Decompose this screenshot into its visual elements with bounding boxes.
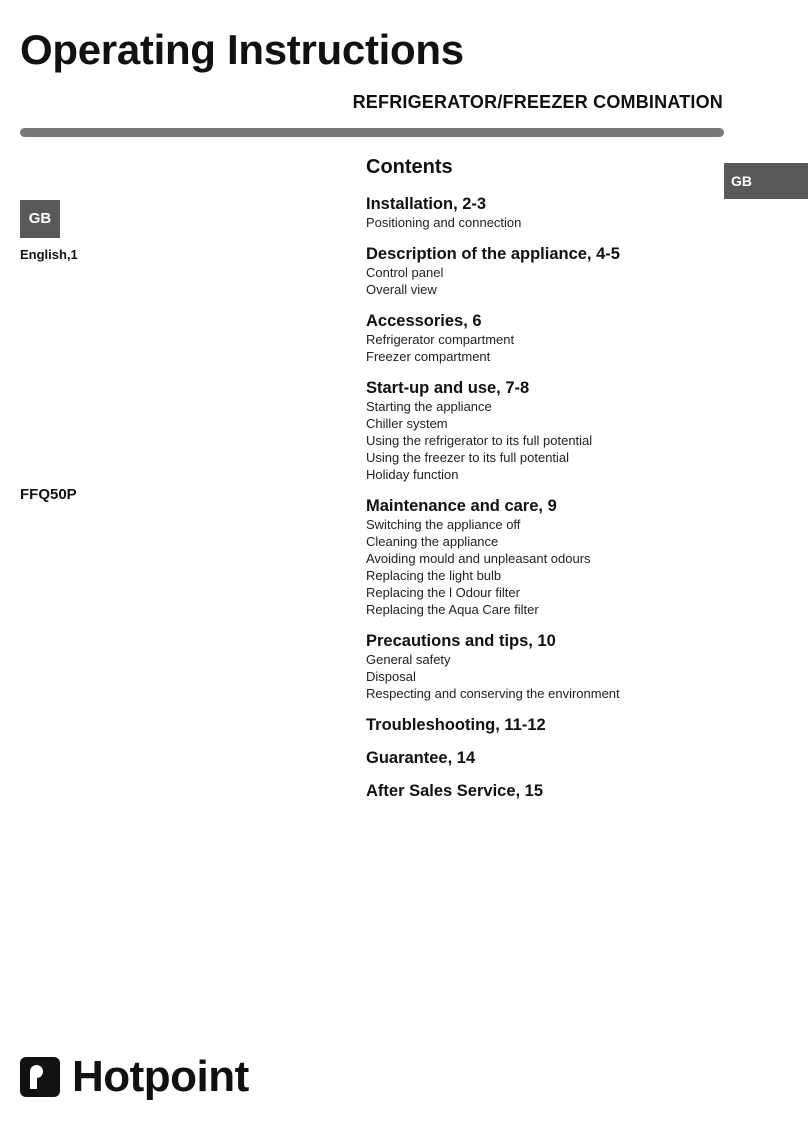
toc-item[interactable]: Using the refrigerator to its full potential — [366, 433, 593, 448]
product-type-subtitle: REFRIGERATOR/FREEZER COMBINATION — [352, 92, 723, 112]
toc-section-title[interactable]: After Sales Service, 15 — [366, 782, 544, 800]
toc-section-title[interactable]: Troubleshooting, 11-12 — [366, 716, 546, 734]
toc-item[interactable]: Chiller system — [366, 416, 448, 431]
toc-section — [366, 496, 726, 618]
toc-item[interactable]: Freezer compartment — [366, 349, 491, 364]
toc-section-title[interactable]: Start-up and use, 7-8 — [366, 379, 530, 397]
toc-item[interactable]: Replacing the Aqua Care filter — [366, 602, 539, 617]
toc-section-title[interactable]: Precautions and tips, 10 — [366, 632, 556, 650]
toc-section-title[interactable]: Accessories, 6 — [366, 312, 482, 330]
toc-section — [366, 378, 726, 483]
language-label: English,1 — [20, 247, 78, 262]
toc-item[interactable]: Positioning and connection — [366, 215, 522, 230]
hotpoint-logo-icon — [20, 1057, 60, 1097]
brand-name: Hotpoint — [72, 1052, 249, 1101]
toc-section — [366, 715, 726, 735]
toc-section — [366, 194, 726, 231]
toc-item[interactable]: General safety — [366, 652, 451, 667]
toc-item[interactable]: Replacing the l Odour filter — [366, 585, 520, 600]
toc-section — [366, 631, 726, 702]
toc-item[interactable]: Respecting and conserving the environment — [366, 686, 620, 701]
header-divider — [20, 128, 724, 137]
toc-item[interactable]: Starting the appliance — [366, 399, 492, 414]
toc-section — [366, 311, 726, 365]
toc-item[interactable]: Overall view — [366, 282, 437, 297]
toc-item[interactable]: Using the freezer to its full potential — [366, 450, 570, 465]
contents-heading: Contents — [366, 156, 453, 178]
toc-section-title[interactable]: Installation, 2-3 — [366, 195, 487, 213]
brand-logo — [20, 1052, 249, 1102]
toc-item[interactable]: Refrigerator compartment — [366, 332, 515, 347]
country-tab-left: GB — [20, 200, 60, 238]
toc-item[interactable]: Replacing the light bulb — [366, 568, 502, 583]
table-of-contents — [366, 154, 726, 814]
toc-item[interactable]: Avoiding mould and unpleasant odours — [366, 551, 591, 566]
model-number: FFQ50P — [20, 486, 77, 503]
toc-section-title[interactable]: Maintenance and care, 9 — [366, 497, 557, 515]
toc-section — [366, 748, 726, 768]
toc-section — [366, 781, 726, 801]
page-title: Operating Instructions — [20, 26, 464, 73]
toc-section — [366, 244, 726, 298]
toc-item[interactable]: Control panel — [366, 265, 444, 280]
toc-item[interactable]: Holiday function — [366, 467, 459, 482]
toc-section-title[interactable]: Description of the appliance, 4-5 — [366, 245, 620, 263]
toc-section-title[interactable]: Guarantee, 14 — [366, 749, 476, 767]
country-tab-right: GB — [724, 163, 808, 199]
toc-item[interactable]: Switching the appliance off — [366, 517, 521, 532]
toc-item[interactable]: Cleaning the appliance — [366, 534, 499, 549]
toc-item[interactable]: Disposal — [366, 669, 416, 684]
